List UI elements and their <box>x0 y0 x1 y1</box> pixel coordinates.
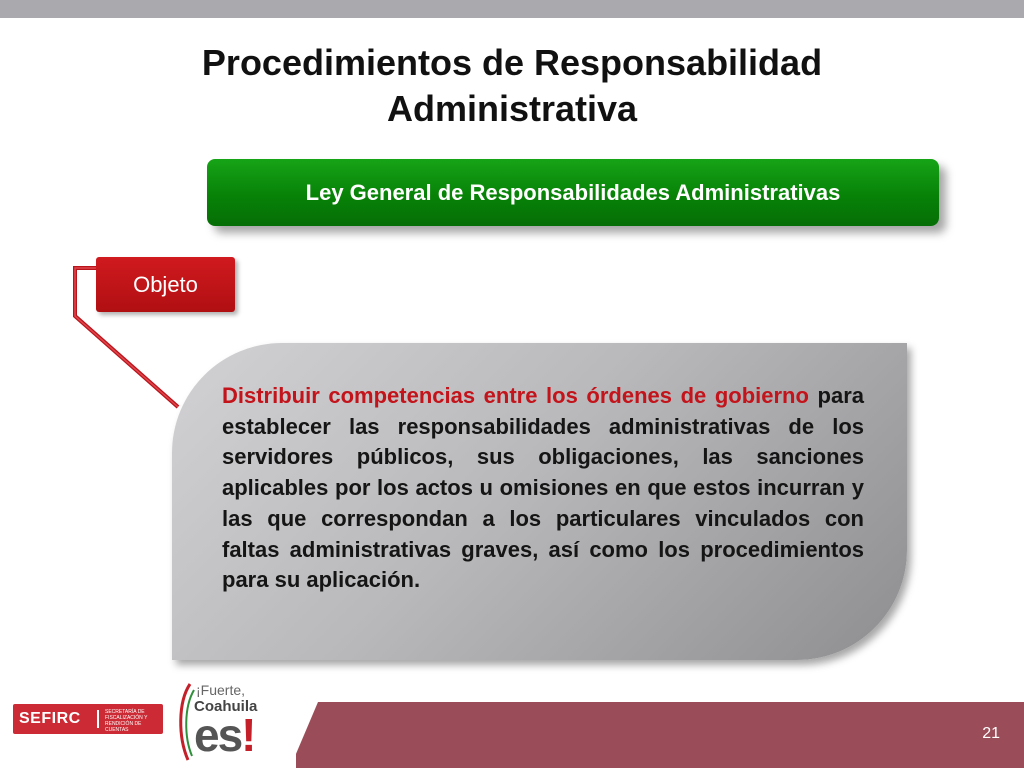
page-number: 21 <box>982 725 1000 742</box>
coahuila-es-text: es <box>194 709 242 761</box>
law-banner: Ley General de Responsabilidades Administrativas <box>207 159 939 226</box>
sefirc-name: SEFIRC <box>19 710 81 727</box>
sefirc-divider <box>97 710 99 728</box>
coahuila-bang: ! <box>241 709 255 761</box>
coahuila-name: Coahuila <box>194 698 258 715</box>
sefirc-logo <box>13 704 163 734</box>
coahuila-es <box>194 708 255 762</box>
coahuila-fuerte: ¡Fuerte, <box>196 682 246 698</box>
slide-title: Procedimientos de Responsabilidad Administrativa <box>201 42 823 129</box>
objeto-tag: Objeto <box>96 257 235 312</box>
content-body: para establecer las responsabilidades administrativas de los servidores públicos, sus obligaciones, las sanciones aplicables por los actos u omisiones en que estos incurran y las que correspondan a los particulares vinculados con faltas administrativas graves, así como los procedimientos para su aplicación. <box>222 383 864 593</box>
coahuila-logo <box>176 682 286 762</box>
content-highlight: Distribuir competencias entre los órdenes de gobierno <box>222 383 809 408</box>
coahuila-swoosh-icon <box>176 682 196 762</box>
sefirc-subtitle: SECRETARÍA DE FISCALIZACIÓN Y RENDICIÓN DE CUENTAS <box>105 709 148 733</box>
